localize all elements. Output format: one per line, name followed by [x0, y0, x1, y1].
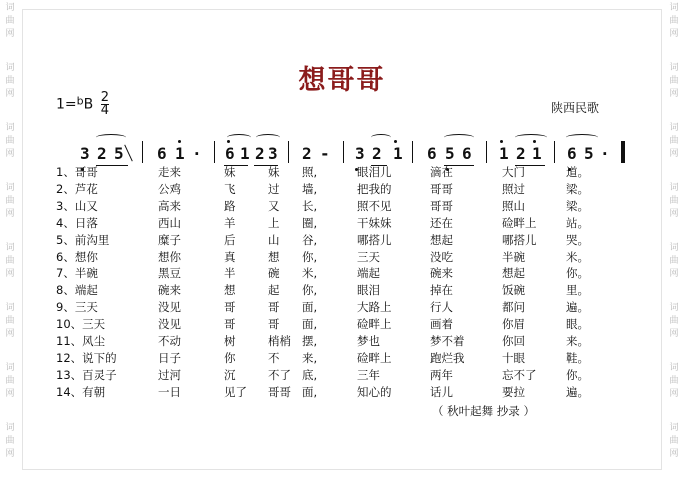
lyric-row	[0, 198, 684, 214]
lyric-cell: 梢梢	[268, 334, 291, 348]
watermark-char: 网	[669, 389, 679, 399]
time-bottom: 4	[100, 103, 109, 118]
lyric-cell: 画着	[430, 317, 453, 332]
lyric-cell: 哭。	[566, 232, 589, 247]
lyric-cell: 6、想你	[56, 249, 98, 264]
lyric-cell: 想	[268, 249, 280, 264]
lyric-cell: 要拉	[502, 384, 525, 399]
note: 1	[499, 144, 509, 163]
high-octave-dot	[178, 140, 181, 143]
lyric-cell: 三年	[357, 367, 380, 382]
lyric-row	[0, 316, 684, 332]
lyric-cell: 干妹妹	[357, 215, 392, 230]
lyric-cell: 来。	[566, 334, 589, 348]
note: 6	[157, 144, 167, 163]
note: 2	[372, 144, 382, 163]
watermark-char: 网	[5, 149, 15, 159]
note: 2	[97, 144, 107, 163]
lyric-cell: 米。	[566, 249, 589, 264]
lyric-cell: 三天	[357, 249, 380, 264]
watermark-char: 网	[669, 329, 679, 339]
lyric-cell: 滴在	[430, 165, 453, 179]
lyric-cell: 哥	[268, 317, 280, 332]
lyric-row	[0, 249, 684, 265]
lyric-cell: 你,	[302, 249, 318, 264]
lyric-cell: 两年	[430, 367, 453, 382]
watermark-char: 词	[669, 303, 679, 313]
note: 5	[445, 144, 455, 163]
lyric-cell: 你	[224, 350, 236, 365]
lyric-row	[0, 367, 684, 383]
watermark-char: 词	[669, 243, 679, 253]
lyric-cell: 14、有朝	[56, 384, 106, 399]
lyric-row	[0, 164, 684, 180]
lyric-cell: 10、三天	[56, 317, 106, 332]
lyric-row	[0, 384, 684, 400]
barline	[142, 141, 143, 163]
watermark-char: 曲	[669, 316, 679, 326]
lyric-cell: 哥	[224, 317, 236, 332]
lyric-cell: 大路上	[357, 300, 392, 315]
lyric-cell: 大门	[502, 165, 525, 179]
key-prefix: 1=	[56, 96, 77, 113]
lyric-cell: 行人	[430, 300, 453, 315]
barline	[343, 141, 344, 163]
lyric-cell: 没吃	[430, 249, 453, 264]
lyric-cell: 哥	[224, 300, 236, 315]
lyric-cell: 鞋。	[566, 350, 589, 365]
lyric-cell: 11、风尘	[56, 334, 106, 348]
lyric-cell: 西山	[158, 215, 181, 230]
note: 2	[255, 144, 265, 163]
lyric-cell: 眼泪	[357, 283, 380, 298]
barline	[554, 141, 555, 163]
note: -	[320, 144, 330, 163]
watermark-char: 词	[5, 423, 15, 433]
song-origin: 陕西民歌	[551, 101, 600, 115]
song-title: 想哥哥	[298, 65, 386, 96]
lyric-cell: 你,	[302, 283, 318, 298]
barline	[288, 141, 289, 163]
lyric-cell: 碗	[268, 266, 280, 281]
flat-sign: b	[76, 94, 84, 108]
note: 1	[175, 144, 185, 163]
lyric-cell: 过	[268, 181, 280, 196]
slur	[256, 134, 280, 141]
lyric-cell: 来,	[302, 350, 318, 365]
time-signature	[101, 92, 109, 117]
lyric-cell: 4、日落	[56, 215, 98, 230]
lyric-cell: 遍。	[566, 300, 589, 315]
watermark-char: 曲	[669, 256, 679, 266]
lyric-cell: 站。	[566, 215, 589, 230]
lyric-cell: 山	[268, 232, 280, 247]
lyric-cell: 日子	[158, 350, 181, 365]
lyric-row	[0, 265, 684, 281]
lyric-cell: 知心的	[357, 384, 392, 399]
note: 3	[268, 144, 278, 163]
lyric-cell: 道。	[566, 165, 589, 179]
note: 1	[532, 144, 542, 163]
lyric-cell: 碗来	[158, 283, 181, 298]
lyric-cell: 照不见	[357, 198, 392, 213]
lyric-row	[0, 282, 684, 298]
watermark-char: 词	[5, 63, 15, 73]
lyric-cell: 照山	[502, 198, 525, 213]
lyric-cell: 里。	[566, 283, 589, 298]
lyric-cell: 妹	[268, 165, 280, 179]
lyric-cell: 2、芦花	[56, 181, 98, 196]
lyric-cell: 墙,	[302, 181, 318, 196]
barline	[214, 141, 215, 163]
lyric-cell: 你眉	[502, 317, 525, 332]
watermark-char: 词	[5, 243, 15, 253]
lyric-cell: 想你	[158, 249, 181, 264]
watermark-char: 词	[669, 3, 679, 13]
lyric-cell: 不了	[268, 367, 291, 382]
watermark-char: 词	[5, 3, 15, 13]
watermark-char: 网	[669, 269, 679, 279]
watermark-char: 网	[669, 209, 679, 219]
note: 3	[355, 144, 365, 163]
lyric-cell: 走来	[158, 165, 181, 179]
note: 2	[516, 144, 526, 163]
final-barline	[621, 141, 625, 163]
note: 6	[567, 144, 577, 163]
watermark-char: 词	[669, 183, 679, 193]
slur	[227, 134, 251, 141]
watermark-char: 曲	[669, 376, 679, 386]
slur	[371, 134, 391, 141]
lyric-cell: 你。	[566, 266, 589, 281]
lyric-cell: 又	[268, 198, 280, 213]
high-octave-dot	[500, 140, 503, 143]
lyric-cell: 沉	[224, 367, 236, 382]
note: 1	[393, 144, 403, 163]
watermark-char: 网	[5, 89, 15, 99]
lyric-cell: 眼泪儿	[357, 165, 392, 179]
watermark-char: 词	[669, 123, 679, 133]
note: ·	[600, 144, 610, 163]
lyric-cell: 饭碗	[502, 283, 525, 298]
barline	[412, 141, 413, 163]
high-octave-dot	[394, 140, 397, 143]
watermark-char: 网	[5, 269, 15, 279]
lyric-row	[0, 299, 684, 315]
slur	[566, 134, 598, 141]
lyric-cell: 哥哥	[430, 198, 453, 213]
lyric-cell: 还在	[430, 215, 453, 230]
note: 1	[240, 144, 250, 163]
watermark-char: 曲	[669, 436, 679, 446]
lyric-cell: 梦也	[357, 334, 380, 348]
key-tonic: B	[83, 96, 94, 113]
watermark	[4, 422, 16, 461]
lyric-cell: 半	[224, 266, 236, 281]
lyric-row	[0, 232, 684, 248]
lyric-cell: 掉在	[430, 283, 453, 298]
lyric-cell: 不	[268, 350, 280, 365]
lyric-cell: 树	[224, 334, 236, 348]
lyric-cell: 梁。	[566, 198, 589, 213]
note: ·	[192, 144, 202, 163]
watermark-char: 曲	[669, 16, 679, 26]
lyric-cell: 过河	[158, 367, 181, 382]
watermark-char: 曲	[5, 76, 15, 86]
lyric-cell: 圈,	[302, 215, 318, 230]
lyric-cell: 起	[268, 283, 280, 298]
lyric-cell: 你。	[566, 367, 589, 382]
lyric-cell: 5、前沟里	[56, 232, 110, 247]
lyric-cell: 端起	[357, 266, 380, 281]
lyric-cell: 真	[224, 249, 236, 264]
lyric-cell: 9、三天	[56, 300, 98, 315]
watermark-char: 词	[669, 423, 679, 433]
watermark-char: 曲	[5, 136, 15, 146]
note: 6	[427, 144, 437, 163]
lyric-cell: 哥	[268, 300, 280, 315]
lyric-cell: 摆,	[302, 334, 318, 348]
watermark-char: 词	[5, 183, 15, 193]
lyric-cell: 一日	[158, 384, 181, 399]
watermark	[668, 2, 680, 41]
lyric-cell: 梁。	[566, 181, 589, 196]
lyric-cell: 把我的	[357, 181, 392, 196]
watermark-char: 词	[669, 63, 679, 73]
lyric-cell: 妹	[224, 165, 236, 179]
lyric-cell: 公鸡	[158, 181, 181, 196]
lyric-cell: 后	[224, 232, 236, 247]
lyric-cell: 羊	[224, 215, 236, 230]
tie-stroke	[124, 145, 133, 162]
lyric-cell: 忘不了	[502, 367, 537, 382]
lyric-cell: 长,	[302, 198, 318, 213]
watermark-char: 曲	[669, 76, 679, 86]
time-top: 2	[100, 90, 109, 105]
watermark-char: 网	[669, 29, 679, 39]
lyric-cell: 你回	[502, 334, 525, 348]
lyric-cell: 眼。	[566, 317, 589, 332]
lyric-cell: 米,	[302, 266, 318, 281]
lyric-cell: 哪搭儿	[357, 232, 392, 247]
lyric-cell: 黑豆	[158, 266, 181, 281]
lyric-cell: 谷,	[302, 232, 318, 247]
lyric-cell: 没见	[158, 300, 181, 315]
lyric-cell: 面,	[302, 384, 318, 399]
lyric-cell: 梦不着	[430, 334, 465, 348]
lyric-cell: 哪搭儿	[502, 232, 537, 247]
lyric-cell: 想起	[430, 232, 453, 247]
slur	[515, 134, 547, 141]
lyric-cell: 3、山又	[56, 198, 98, 213]
lyric-cell: 都问	[502, 300, 525, 315]
lyric-cell: 面,	[302, 300, 318, 315]
watermark-char: 网	[669, 449, 679, 459]
lyric-cell: 路	[224, 198, 236, 213]
slur	[444, 134, 474, 141]
lyric-cell: 想起	[502, 266, 525, 281]
watermark-char: 曲	[5, 316, 15, 326]
watermark-char: 词	[5, 303, 15, 313]
lyric-cell: 高来	[158, 198, 181, 213]
lyric-cell: 十眼	[502, 350, 525, 365]
watermark-char: 网	[669, 89, 679, 99]
lyric-cell: 12、说下的	[56, 350, 117, 365]
watermark-char: 网	[5, 389, 15, 399]
lyric-cell: 不动	[158, 334, 181, 348]
lyric-row	[0, 350, 684, 366]
watermark-char: 网	[5, 329, 15, 339]
lyric-cell: 照,	[302, 165, 318, 179]
watermark-char: 网	[5, 209, 15, 219]
lyric-cell: 面,	[302, 317, 318, 332]
lyric-cell: 半碗	[502, 249, 525, 264]
watermark-char: 网	[5, 29, 15, 39]
lyric-row	[0, 181, 684, 197]
lyric-row	[0, 215, 684, 231]
watermark-char: 词	[669, 363, 679, 373]
note: 5	[584, 144, 594, 163]
watermark-char: 曲	[5, 256, 15, 266]
watermark-char: 曲	[669, 136, 679, 146]
note: 5	[114, 144, 124, 163]
watermark-char: 曲	[669, 196, 679, 206]
slur	[96, 134, 126, 141]
lyric-cell: 飞	[224, 181, 236, 196]
lyric-cell: 硷畔上	[502, 215, 537, 230]
lyric-cell: 话儿	[430, 384, 453, 399]
lyric-cell: 照过	[502, 181, 525, 196]
watermark-char: 曲	[5, 436, 15, 446]
watermark-char: 词	[5, 363, 15, 373]
lyric-cell: 想	[224, 283, 236, 298]
watermark-char: 曲	[5, 16, 15, 26]
watermark	[4, 2, 16, 41]
watermark	[668, 422, 680, 461]
lyric-cell: 哥哥	[268, 384, 291, 399]
lyric-cell: 见了	[224, 384, 247, 399]
lyric-cell: 硷畔上	[357, 350, 392, 365]
lyric-cell: 糜子	[158, 232, 181, 247]
lyric-cell: 哥哥	[430, 181, 453, 196]
watermark-char: 曲	[5, 196, 15, 206]
lyric-cell: 8、端起	[56, 283, 98, 298]
lyric-cell: 1、哥哥	[56, 165, 98, 179]
watermark-char: 网	[5, 449, 15, 459]
note: 6	[225, 144, 235, 163]
barline	[486, 141, 487, 163]
lyric-cell: 遍。	[566, 384, 589, 399]
lyric-cell: 硷畔上	[357, 317, 392, 332]
lyric-cell: 没见	[158, 317, 181, 332]
lyric-cell: 碗来	[430, 266, 453, 281]
watermark-char: 曲	[5, 376, 15, 386]
transcriber-credit: （ 秋叶起舞 抄录 ）	[432, 404, 535, 418]
lyric-cell: 13、百灵子	[56, 367, 117, 382]
note: 2	[302, 144, 312, 163]
note: 6	[462, 144, 472, 163]
lyric-row	[0, 333, 684, 349]
watermark-char: 网	[669, 149, 679, 159]
lyric-cell: 跑烂我	[430, 350, 465, 365]
watermark-char: 词	[5, 123, 15, 133]
key-signature	[56, 92, 109, 117]
note: 3	[80, 144, 90, 163]
lyric-cell: 底,	[302, 367, 318, 382]
lyric-cell: 7、半碗	[56, 266, 98, 281]
lyric-cell: 上	[268, 215, 280, 230]
